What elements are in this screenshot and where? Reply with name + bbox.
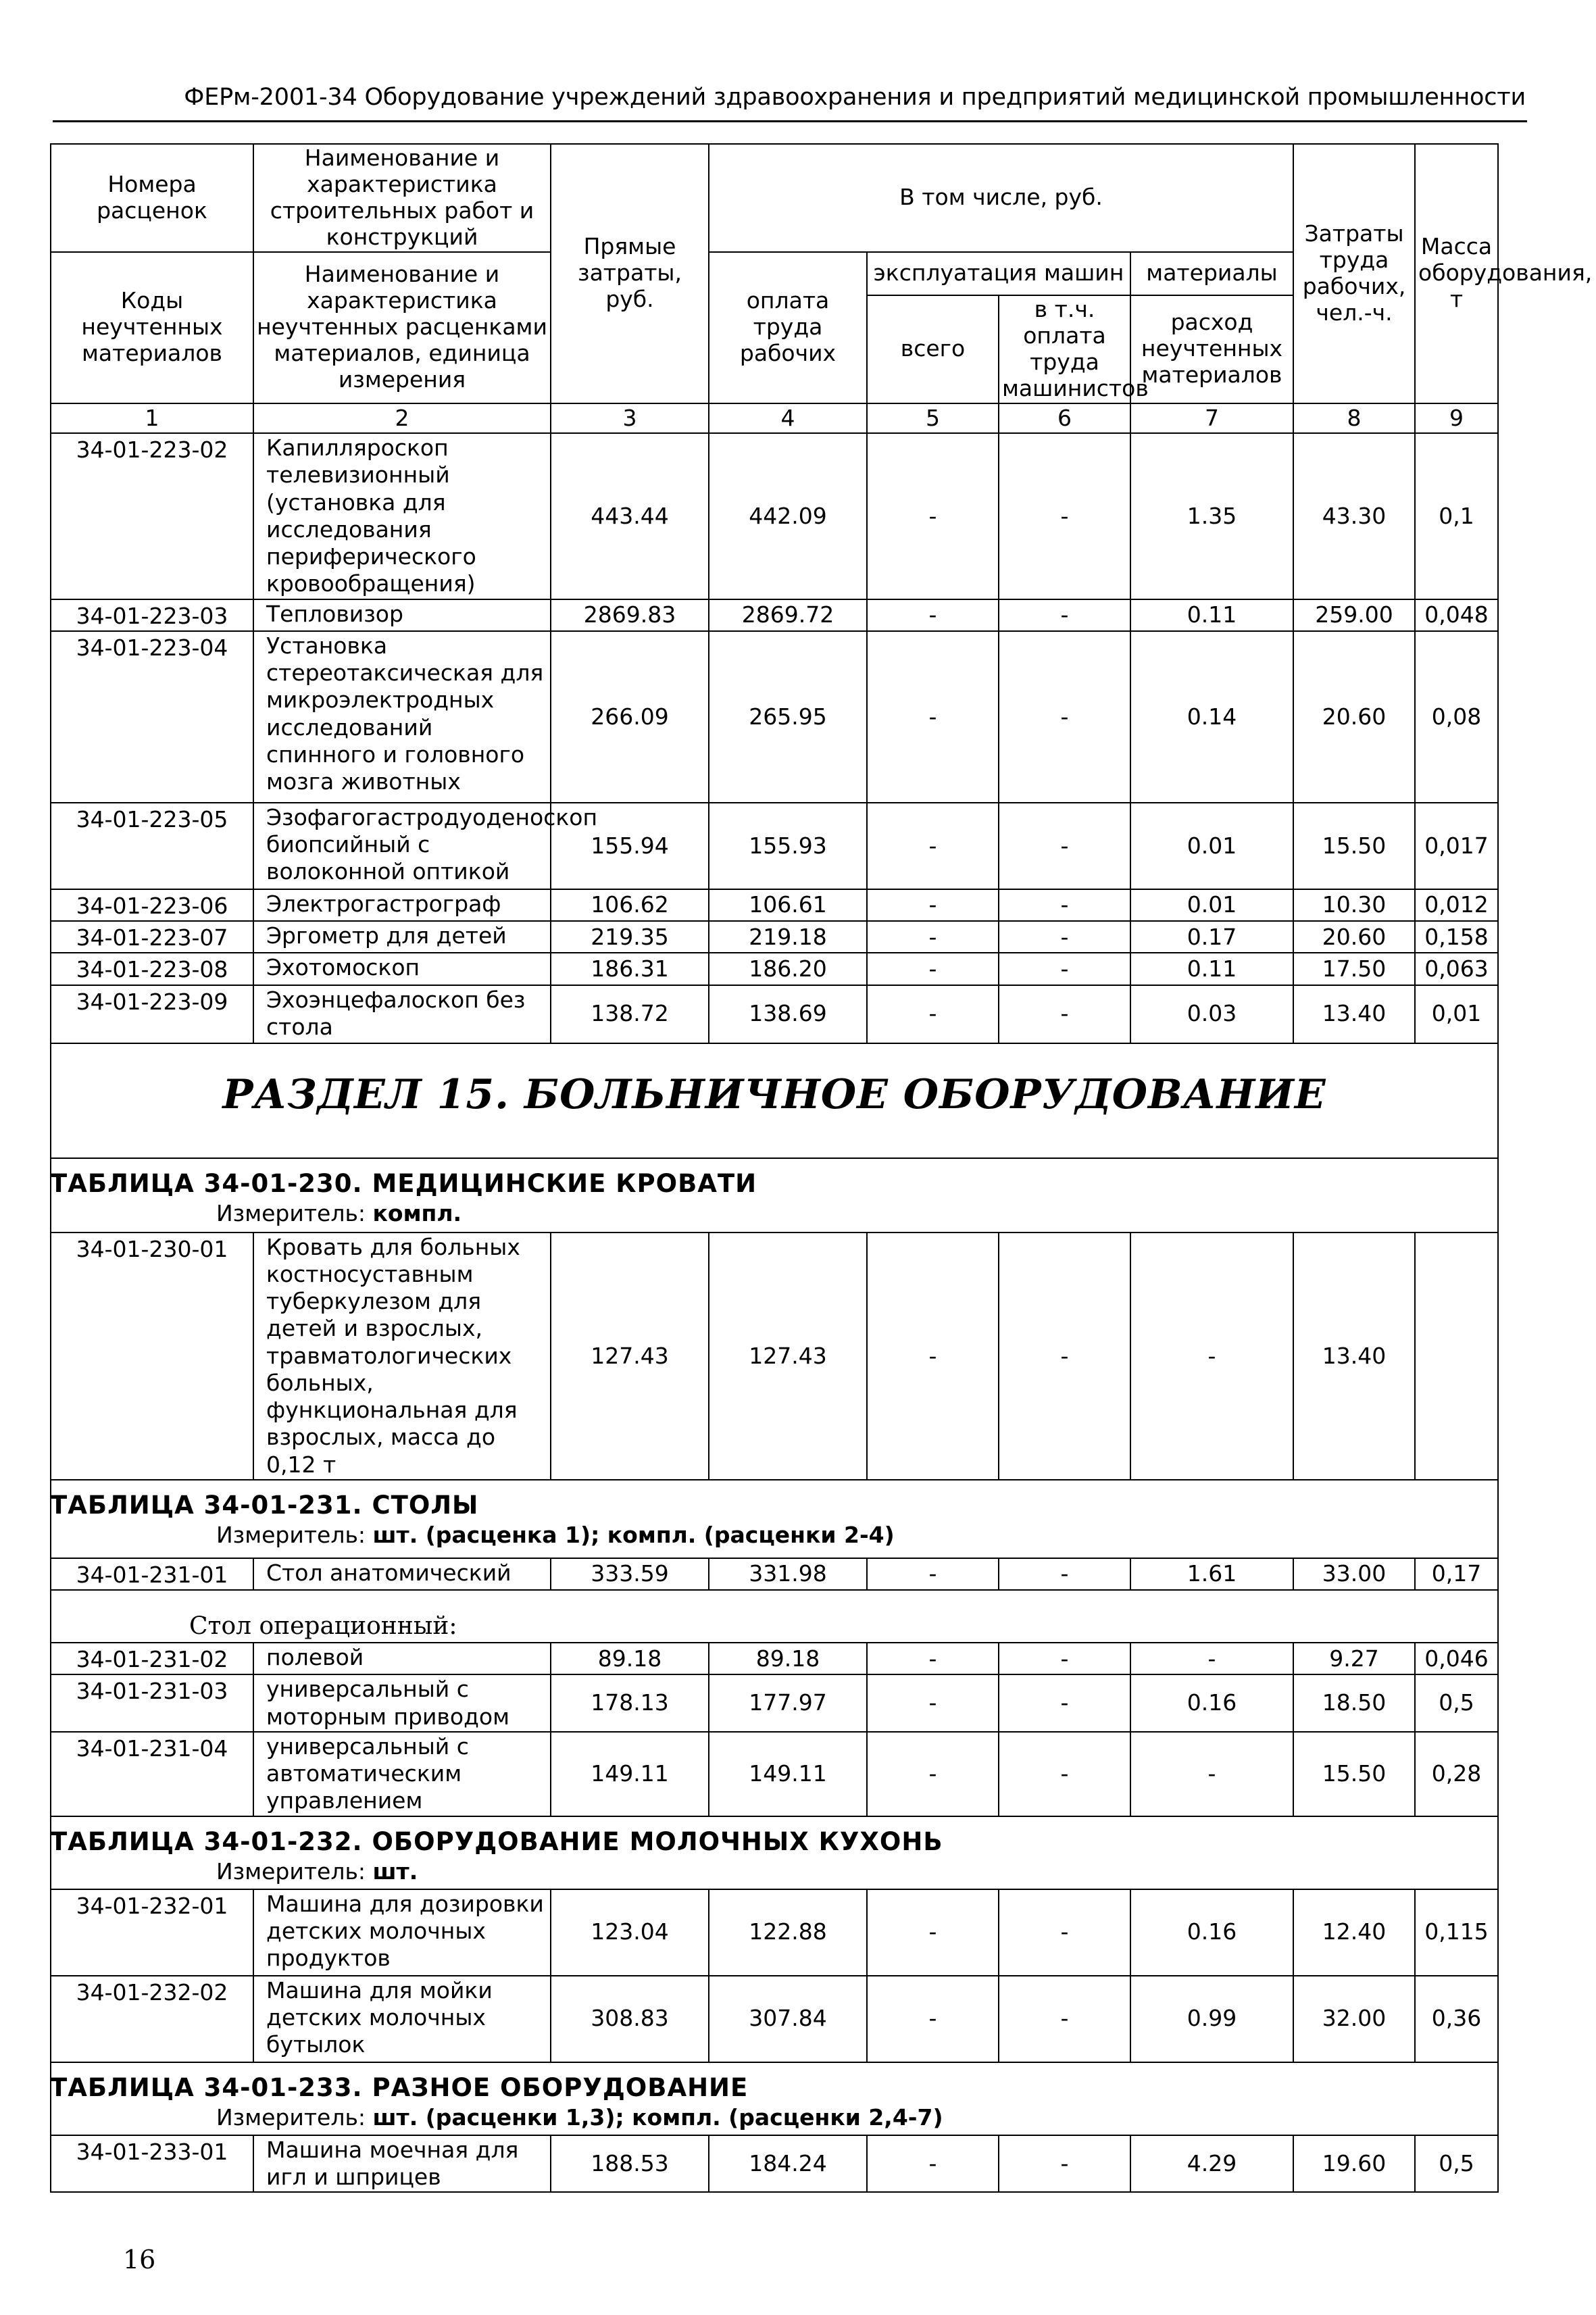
machines-cost-cell: - [867, 889, 999, 921]
materials-cost-cell: 0.99 [1130, 1976, 1293, 2062]
direct-cost-cell: 106.62 [551, 889, 709, 921]
machines-cost-cell: - [867, 803, 999, 889]
labor-cost-cell: 106.61 [709, 889, 867, 921]
machines-cost-cell: - [867, 1732, 999, 1816]
mass-cell: 0,01 [1415, 985, 1498, 1043]
materials-cost-cell: 0.16 [1130, 1889, 1293, 1976]
materials-cost-cell: 4.29 [1130, 2135, 1293, 2193]
materials-cost-cell: - [1130, 1732, 1293, 1816]
group-header: В том числе, руб. [709, 144, 1293, 252]
page-number: 16 [123, 2245, 156, 2274]
col-number: 3 [551, 403, 709, 433]
direct-cost-cell: 266.09 [551, 631, 709, 803]
col2-top-header: Наименование и характеристика строительных работ и конструкций [253, 144, 551, 252]
col-number: 4 [709, 403, 867, 433]
labor-cost-cell: 331.98 [709, 1558, 867, 1590]
header-row-1 [51, 144, 1498, 252]
mass-cell: 0,017 [1415, 803, 1498, 889]
machinists-cost-cell: - [999, 1233, 1130, 1480]
direct-cost-cell: 178.13 [551, 1674, 709, 1732]
table-title-row [51, 1158, 1498, 1233]
work-name-cell: Установка стереотаксическая для микроэлектродных исследований спинного и головного мозга животных [253, 631, 551, 803]
work-name-cell: Эхоэнцефалоскоп без стола [253, 985, 551, 1043]
column-number-row [51, 403, 1498, 433]
materials-cost-cell: 0.11 [1130, 599, 1293, 631]
labor-cost-cell: 155.93 [709, 803, 867, 889]
labor-hours-cell: 10.30 [1293, 889, 1415, 921]
section-row [51, 1043, 1498, 1158]
table-title: ТАБЛИЦА 34-01-230. МЕДИЦИНСКИЕ КРОВАТИ [50, 1168, 757, 1198]
materials-header: материалы [1130, 252, 1293, 295]
machinists-cost-cell: - [999, 631, 1130, 803]
col3-header: Прямые затраты, руб. [551, 144, 709, 403]
table-row [51, 985, 1498, 1043]
direct-cost-cell: 2869.83 [551, 599, 709, 631]
measure-value: шт. (расценка 1); компл. (расценки 2-4) [372, 1521, 895, 1548]
mass-cell: 0,5 [1415, 1674, 1498, 1732]
header-rule [53, 120, 1527, 122]
col4-header: оплата труда рабочих [709, 252, 867, 403]
table-row [51, 599, 1498, 631]
direct-cost-cell: 186.31 [551, 953, 709, 985]
direct-cost-cell: 138.72 [551, 985, 709, 1043]
machinists-cost-cell: - [999, 1558, 1130, 1590]
work-name-cell: универсальный с моторным приводом [253, 1674, 551, 1732]
labor-hours-cell: 33.00 [1293, 1558, 1415, 1590]
rate-code-cell: 34-01-230-01 [51, 1233, 253, 1480]
materials-cost-cell: 0.16 [1130, 1674, 1293, 1732]
machinists-cost-cell: - [999, 1889, 1130, 1976]
direct-cost-cell: 443.44 [551, 433, 709, 599]
direct-cost-cell: 333.59 [551, 1558, 709, 1590]
mass-cell: 0,17 [1415, 1558, 1498, 1590]
col1-top-header: Номера расценок [51, 144, 253, 252]
price-table [50, 143, 1593, 2193]
direct-cost-cell: 149.11 [551, 1732, 709, 1816]
section-title: РАЗДЕЛ 15. БОЛЬНИЧНОЕ ОБОРУДОВАНИЕ [222, 1070, 1326, 1118]
direct-cost-cell: 188.53 [551, 2135, 709, 2193]
measure-unit [51, 1857, 1495, 1885]
direct-cost-cell: 155.94 [551, 803, 709, 889]
labor-hours-cell: 13.40 [1293, 1233, 1415, 1480]
labor-hours-cell: 43.30 [1293, 433, 1415, 599]
machinists-cost-cell: - [999, 985, 1130, 1043]
mass-cell [1415, 1233, 1498, 1480]
table-title-row [51, 1480, 1498, 1558]
machines-cost-cell: - [867, 953, 999, 985]
labor-hours-cell: 15.50 [1293, 1732, 1415, 1816]
direct-cost-cell: 219.35 [551, 921, 709, 953]
measure-label: Измеритель: [216, 1858, 366, 1885]
materials-cost-cell: 0.01 [1130, 803, 1293, 889]
labor-cost-cell: 177.97 [709, 1674, 867, 1732]
table-row [51, 1674, 1498, 1732]
work-name-cell: полевой [253, 1643, 551, 1674]
table-title-row [51, 1816, 1498, 1889]
measure-label: Измеритель: [216, 1199, 366, 1226]
mass-cell: 0,063 [1415, 953, 1498, 985]
work-name-cell: Эхотомоскоп [253, 953, 551, 985]
machines-cost-cell: - [867, 1233, 999, 1480]
work-name-cell: Эзофагогастродуоденоскоп биопсийный с волоконной оптикой [253, 803, 551, 889]
table-row [51, 889, 1498, 921]
mass-cell: 0,5 [1415, 2135, 1498, 2193]
materials-cost-cell: 1.35 [1130, 433, 1293, 599]
rate-code-cell: 34-01-231-03 [51, 1674, 253, 1732]
machinists-cost-cell: - [999, 2135, 1130, 2193]
measure-unit [51, 1199, 1495, 1227]
table-title: ТАБЛИЦА 34-01-231. СТОЛЫ [50, 1490, 479, 1520]
machines-cost-cell: - [867, 2135, 999, 2193]
col-number: 7 [1130, 403, 1293, 433]
table-row [51, 921, 1498, 953]
subgroup-label: Стол операционный: [189, 1612, 457, 1641]
work-name-cell: Машина для мойки детских молочных бутылок [253, 1976, 551, 2062]
table-row [51, 1558, 1498, 1590]
direct-cost-cell: 123.04 [551, 1889, 709, 1976]
machinists-cost-cell: - [999, 889, 1130, 921]
direct-cost-cell: 308.83 [551, 1976, 709, 2062]
labor-hours-cell: 20.60 [1293, 921, 1415, 953]
machinists-cost-cell: - [999, 599, 1130, 631]
materials-cost-cell: 1.61 [1130, 1558, 1293, 1590]
mass-cell: 0,046 [1415, 1643, 1498, 1674]
machines-cost-cell: - [867, 433, 999, 599]
mass-cell: 0,158 [1415, 921, 1498, 953]
rate-code-cell: 34-01-232-01 [51, 1889, 253, 1976]
labor-hours-cell: 259.00 [1293, 599, 1415, 631]
col8-header: Затраты труда рабочих, чел.-ч. [1293, 144, 1415, 403]
table-row [51, 1976, 1498, 2062]
labor-cost-cell: 2869.72 [709, 599, 867, 631]
machines-cost-cell: - [867, 921, 999, 953]
rate-code-cell: 34-01-231-04 [51, 1732, 253, 1816]
rate-code-cell: 34-01-223-03 [51, 599, 253, 631]
machines-cost-cell: - [867, 631, 999, 803]
rate-code-cell: 34-01-231-01 [51, 1558, 253, 1590]
col5-header: всего [867, 295, 999, 403]
labor-cost-cell: 89.18 [709, 1643, 867, 1674]
work-name-cell: Электрогастрограф [253, 889, 551, 921]
col1-bottom-header: Коды неучтенных материалов [51, 252, 253, 403]
table-row [51, 1732, 1498, 1816]
machines-cost-cell: - [867, 1558, 999, 1590]
table-row [51, 433, 1498, 599]
labor-hours-cell: 12.40 [1293, 1889, 1415, 1976]
col-number: 9 [1415, 403, 1498, 433]
work-name-cell: Кровать для больных костносуставным туберкулезом для детей и взрослых, травматологических больных, функциональная для взрослых, масса до 0,12 т [253, 1233, 551, 1480]
measure-label: Измеритель: [216, 2104, 366, 2131]
col-number: 2 [253, 403, 551, 433]
header-row-2 [51, 252, 1498, 295]
measure-label: Измеритель: [216, 1521, 366, 1548]
materials-cost-cell: 0.17 [1130, 921, 1293, 953]
rate-code-cell: 34-01-232-02 [51, 1976, 253, 2062]
machinists-cost-cell: - [999, 803, 1130, 889]
table-row [51, 1643, 1498, 1674]
materials-cost-cell: 0.01 [1130, 889, 1293, 921]
materials-cost-cell: 0.03 [1130, 985, 1293, 1043]
measure-value: шт. (расценки 1,3); компл. (расценки 2,4-7) [372, 2104, 943, 2131]
work-name-cell: Машина моечная для игл и шприцев [253, 2135, 551, 2193]
table-title: ТАБЛИЦА 34-01-233. РАЗНОЕ ОБОРУДОВАНИЕ [50, 2072, 749, 2102]
measure-unit [51, 2103, 1495, 2131]
table-row [51, 1889, 1498, 1976]
col-number: 8 [1293, 403, 1415, 433]
subgroup-row [51, 1590, 1498, 1643]
labor-cost-cell: 265.95 [709, 631, 867, 803]
labor-cost-cell: 219.18 [709, 921, 867, 953]
labor-hours-cell: 13.40 [1293, 985, 1415, 1043]
machines-cost-cell: - [867, 1643, 999, 1674]
machinists-cost-cell: - [999, 1674, 1130, 1732]
rate-code-cell: 34-01-223-09 [51, 985, 253, 1043]
table-row [51, 803, 1498, 889]
table-row [51, 2135, 1498, 2193]
table-row [51, 953, 1498, 985]
measure-value: компл. [372, 1199, 462, 1226]
materials-cost-cell: - [1130, 1233, 1293, 1480]
direct-cost-cell: 127.43 [551, 1233, 709, 1480]
machinists-cost-cell: - [999, 1643, 1130, 1674]
machinists-cost-cell: - [999, 1976, 1130, 2062]
mass-cell: 0,08 [1415, 631, 1498, 803]
mass-cell: 0,012 [1415, 889, 1498, 921]
col-number: 1 [51, 403, 253, 433]
machines-cost-cell: - [867, 1674, 999, 1732]
measure-unit [51, 1520, 1495, 1549]
labor-cost-cell: 122.88 [709, 1889, 867, 1976]
col6-header: в т.ч. оплата труда машинистов [999, 295, 1130, 403]
table-title: ТАБЛИЦА 34-01-232. ОБОРУДОВАНИЕ МОЛОЧНЫХ КУХОНЬ [50, 1826, 943, 1856]
mass-cell: 0,28 [1415, 1732, 1498, 1816]
rate-code-cell: 34-01-223-07 [51, 921, 253, 953]
work-name-cell: универсальный с автоматическим управлением [253, 1732, 551, 1816]
labor-cost-cell: 186.20 [709, 953, 867, 985]
labor-cost-cell: 184.24 [709, 2135, 867, 2193]
col-number: 6 [999, 403, 1130, 433]
labor-hours-cell: 18.50 [1293, 1674, 1415, 1732]
rate-code-cell: 34-01-231-02 [51, 1643, 253, 1674]
rate-code-cell: 34-01-233-01 [51, 2135, 253, 2193]
work-name-cell: Машина для дозировки детских молочных продуктов [253, 1889, 551, 1976]
col9-header: Масса оборудования, т [1415, 144, 1498, 403]
rate-code-cell: 34-01-223-06 [51, 889, 253, 921]
machines-cost-cell: - [867, 599, 999, 631]
machinists-cost-cell: - [999, 1732, 1130, 1816]
machinists-cost-cell: - [999, 921, 1130, 953]
labor-cost-cell: 307.84 [709, 1976, 867, 2062]
machines-cost-cell: - [867, 1976, 999, 2062]
labor-cost-cell: 149.11 [709, 1732, 867, 1816]
table-row [51, 631, 1498, 803]
mass-cell: 0,1 [1415, 433, 1498, 599]
labor-cost-cell: 442.09 [709, 433, 867, 599]
labor-hours-cell: 9.27 [1293, 1643, 1415, 1674]
direct-cost-cell: 89.18 [551, 1643, 709, 1674]
labor-hours-cell: 19.60 [1293, 2135, 1415, 2193]
work-name-cell: Тепловизор [253, 599, 551, 631]
work-name-cell: Эргометр для детей [253, 921, 551, 953]
labor-hours-cell: 15.50 [1293, 803, 1415, 889]
mass-cell: 0,115 [1415, 1889, 1498, 1976]
work-name-cell: Капилляроскоп телевизионный (установка для исследования периферического кровообращения) [253, 433, 551, 599]
labor-hours-cell: 32.00 [1293, 1976, 1415, 2062]
machines-cost-cell: - [867, 985, 999, 1043]
materials-cost-cell: 0.14 [1130, 631, 1293, 803]
labor-hours-cell: 17.50 [1293, 953, 1415, 985]
mass-cell: 0,048 [1415, 599, 1498, 631]
table-title-row [51, 2062, 1498, 2135]
labor-hours-cell: 20.60 [1293, 631, 1415, 803]
col-number: 5 [867, 403, 999, 433]
labor-cost-cell: 127.43 [709, 1233, 867, 1480]
page-header: ФЕРм-2001-34 Оборудование учреждений здравоохранения и предприятий медицинской промышленности [184, 84, 1526, 111]
materials-cost-cell: 0.11 [1130, 953, 1293, 985]
labor-cost-cell: 138.69 [709, 985, 867, 1043]
mass-cell: 0,36 [1415, 1976, 1498, 2062]
work-name-cell: Стол анатомический [253, 1558, 551, 1590]
rate-code-cell: 34-01-223-08 [51, 953, 253, 985]
machines-cost-cell: - [867, 1889, 999, 1976]
materials-cost-cell: - [1130, 1643, 1293, 1674]
rate-code-cell: 34-01-223-04 [51, 631, 253, 803]
machines-header: эксплуатация машин [867, 252, 1130, 295]
rate-code-cell: 34-01-223-05 [51, 803, 253, 889]
measure-value: шт. [372, 1858, 418, 1885]
col2-bottom-header: Наименование и характеристика неучтенных расценками материалов, единица измерения [253, 252, 551, 403]
table-row [51, 1233, 1498, 1480]
machinists-cost-cell: - [999, 953, 1130, 985]
col7-header: расход неучтенных материалов [1130, 295, 1293, 403]
machinists-cost-cell: - [999, 433, 1130, 599]
rate-code-cell: 34-01-223-02 [51, 433, 253, 599]
